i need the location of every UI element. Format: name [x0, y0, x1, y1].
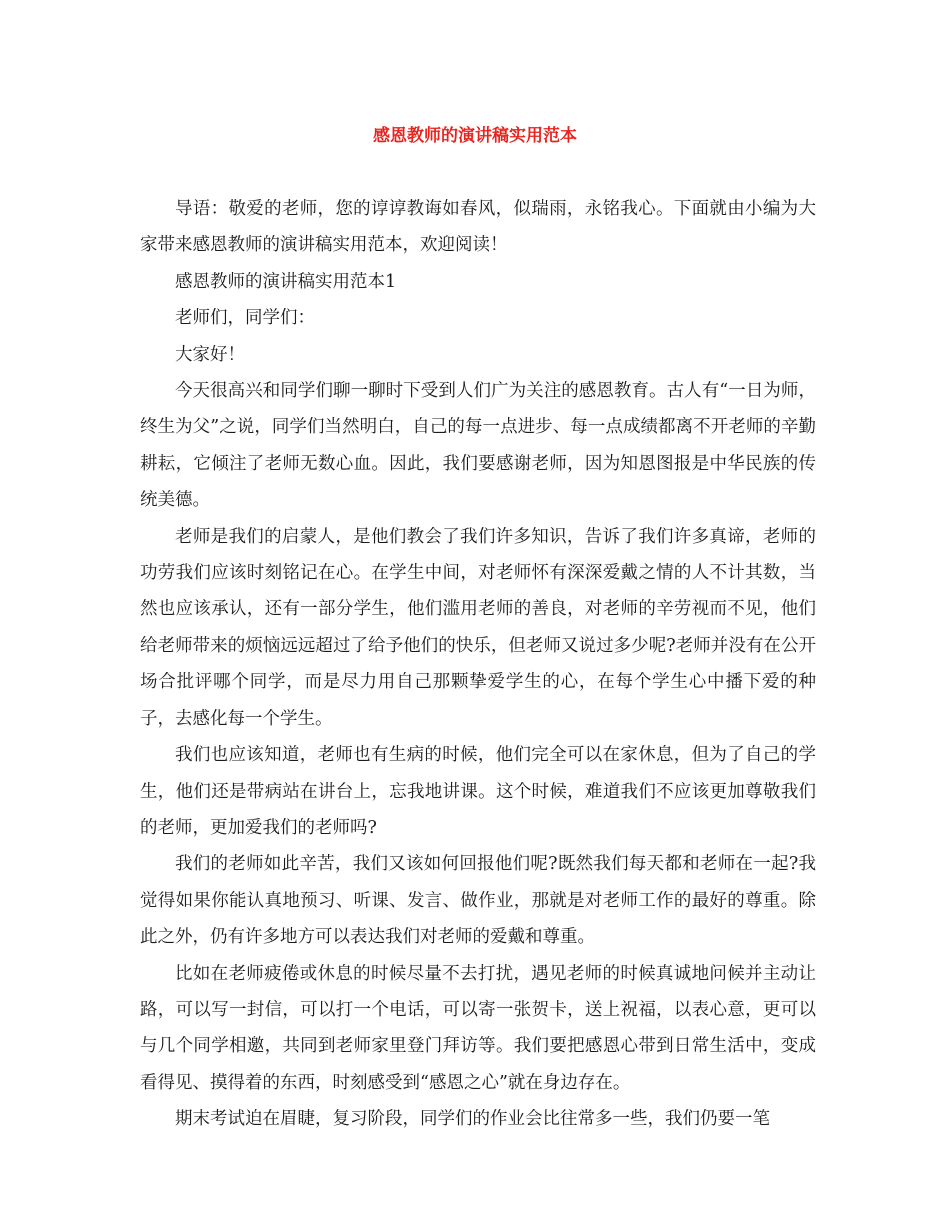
document-body: [140, 191, 816, 1138]
document-title: 感恩教师的演讲稿实用范本: [373, 126, 577, 146]
paragraph-heading: 感恩教师的演讲稿实用范本1: [175, 271, 397, 292]
paragraph: 我们的老师如此辛苦，我们又该如何回报他们呢?既然我们每天都和老师在一起?我觉得如果你能认真地预习、听课、发言、做作业，那就是对老师工作的最好的尊重。除此之外，仍有许多地方可以表达我们对老师的爱戴和尊重。: [140, 854, 816, 948]
paragraph-greeting: 大家好！: [175, 344, 245, 365]
paragraph: 今天很高兴和同学们聊一聊时下受到人们广为关注的感恩教育。古人有“一日为师，终生为父”之说，同学们当然明白，自己的每一点进步、每一点成绩都离不开老师的辛勤耕耘，它倾注了老师无数心血。因此，我们要感谢老师，因为知恩图报是中华民族的传统美德。: [140, 381, 816, 511]
paragraph: 我们也应该知道，老师也有生病的时候，他们完全可以在家休息，但为了自己的学生，他们还是带病站在讲台上，忘我地讲课。这个时候，难道我们不应该更加尊敬我们的老师，更加爱我们的老师吗?: [140, 745, 816, 838]
paragraph-intro: 导语：敬爱的老师，您的谆谆教诲如春风，似瑞雨，永铭我心。下面就由小编为大家带来感恩教师的演讲稿实用范本，欢迎阅读！: [140, 199, 816, 256]
paragraph: 期末考试迫在眉睫，复习阶段，同学们的作业会比往常多一些，我们仍要一笔: [175, 1109, 770, 1130]
paragraph-salutation: 老师们，同学们：: [175, 308, 315, 329]
paragraph: 老师是我们的启蒙人，是他们教会了我们许多知识，告诉了我们许多真谛，老师的功劳我们应该时刻铭记在心。在学生中间，对老师怀有深深爱戴之情的人不计其数，当然也应该承认，还有一部分学生，他们滥用老师的善良，对老师的辛劳视而不见，他们给老师带来的烦恼远远超过了给予他们的快乐，但老师又说过多少呢?老师并没有在公开场合批评哪个同学，而是尽力用自己那颗挚爱学生的心，在每个学生心中播下爱的种子，去感化每一个学生。: [140, 526, 816, 729]
paragraph: 比如在老师疲倦或休息的时候尽量不去打扰，遇见老师的时候真诚地问候并主动让路，可以写一封信，可以打一个电话，可以寄一张贺卡，送上祝福，以表心意，更可以与几个同学相邀，共同到老师家里登门拜访等。我们要把感恩心带到日常生活中，变成看得见、摸得着的东西，时刻感受到“感恩之心”就在身边存在。: [140, 963, 816, 1093]
